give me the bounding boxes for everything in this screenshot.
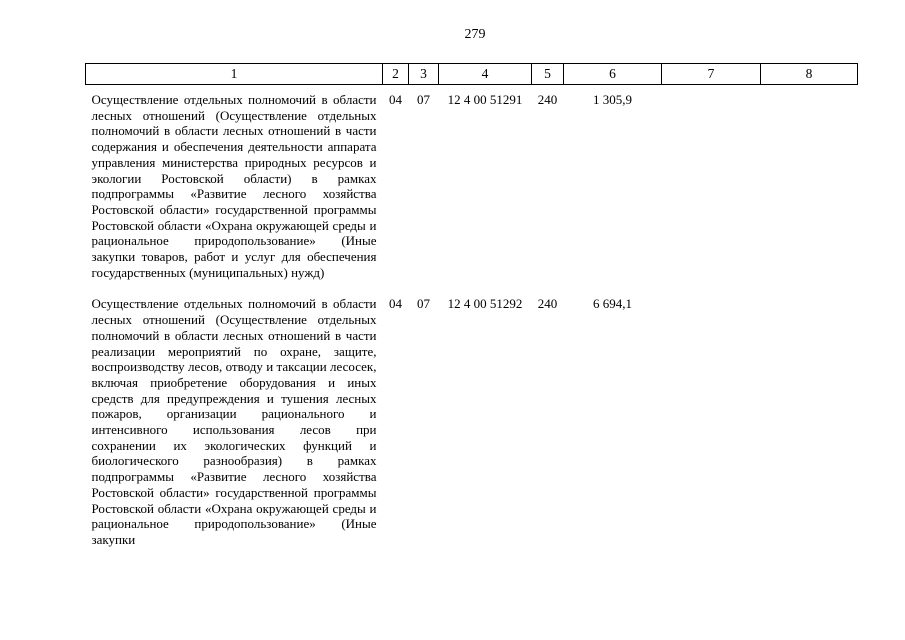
header-col-2: 2 (383, 64, 409, 85)
row-col-7 (662, 289, 761, 556)
row-col-8 (761, 85, 858, 290)
row-description: Осуществление отдельных полномочий в области лесных отношений (Осуществление отдельных полномочий в области лесных отношений в части реализации мероприятий по охране, защите, воспроизводству лесов, отводу и таксации лесосек, включая приобретение оборудования и иных средств для предупреждения и тушения лесных пожаров, организации рационального и интенсивного использования лесов при сохранении их экологических функций и биологического разнообразия) в рамках подпрограммы «Развитие лесного хозяйства Ростовской области» государственной программы Ростовской области «Охрана окружающей среды и рациональное природопользование» (Иные закупки (91, 296, 377, 547)
row-description: Осуществление отдельных полномочий в области лесных отношений (Осуществление отдельных полномочий в области лесных отношений в части содержания и обеспечения деятельности аппарата управления министерства природных ресурсов и экологии Ростовской области) в рамках подпрограммы «Развитие лесного хозяйства Ростовской области» государственной программы Ростовской области «Охрана окружающей среды и рациональное природопользование» (Иные закупки товаров, работ и услуг для обеспечения государственных (муниципальных) нужд) (91, 92, 377, 280)
row-section-code: 04 (389, 296, 402, 312)
header-col-5: 5 (532, 64, 564, 85)
header-col-7: 7 (662, 64, 761, 85)
row-section-code: 04 (389, 92, 402, 107)
header-col-6: 6 (564, 64, 662, 85)
row-amount: 1 305,9 (593, 92, 632, 107)
header-col-4: 4 (439, 64, 532, 85)
row-col-8 (761, 289, 858, 556)
row-target-article: 12 4 00 51291 (447, 92, 523, 107)
table-row (86, 289, 858, 556)
budget-table (85, 63, 858, 557)
header-col-3: 3 (409, 64, 439, 85)
page-number: 279 (464, 27, 486, 42)
row-expense-type: 240 (537, 296, 558, 312)
table-header-row (86, 64, 858, 85)
table-row (86, 85, 858, 290)
header-col-8: 8 (761, 64, 858, 85)
row-target-article: 12 4 00 51292 (447, 296, 523, 312)
row-subsection-code: 07 (417, 296, 430, 312)
row-subsection-code: 07 (417, 92, 430, 107)
row-expense-type: 240 (537, 92, 558, 107)
row-col-7 (662, 85, 761, 290)
header-col-1: 1 (86, 64, 383, 85)
row-amount: 6 694,1 (593, 296, 632, 312)
